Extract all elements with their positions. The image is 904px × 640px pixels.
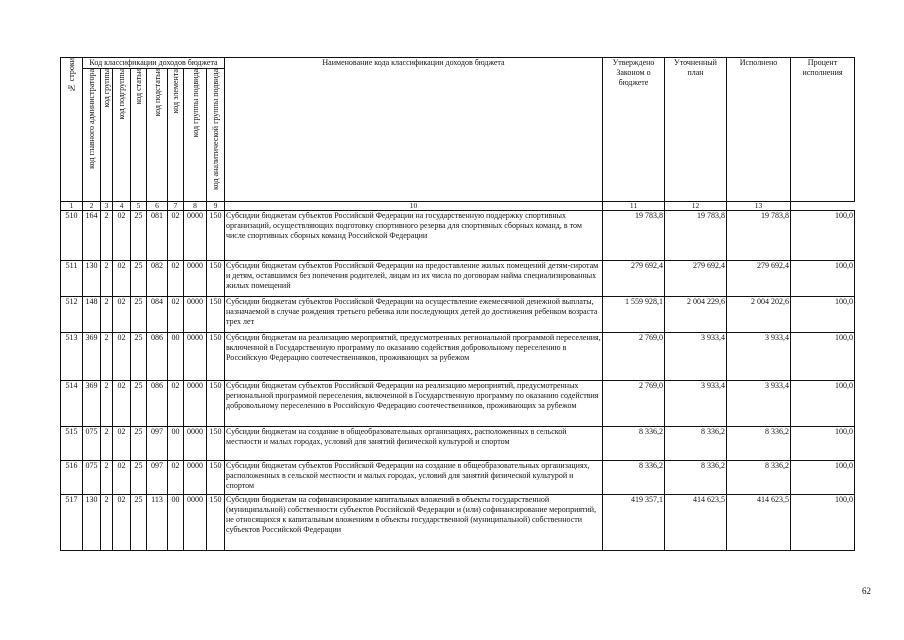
column-number: 4 bbox=[113, 202, 131, 211]
column-number: 3 bbox=[101, 202, 113, 211]
article-code: 25 bbox=[131, 211, 147, 261]
executed-amount: 2 004 202,6 bbox=[727, 297, 791, 333]
income-code-name: Субсидии бюджетам субъектов Российской Федерации на реализацию мероприятий, предусмотренных региональной программой переселения, включенной в Государственную программу по оказанию содействия добровольному переселению в Российскую Федерацию соотечественников, проживающих за рубежом bbox=[225, 381, 603, 427]
execution-percent: 100,0 bbox=[791, 381, 855, 427]
executed-amount: 8 336,2 bbox=[727, 461, 791, 495]
table-body bbox=[61, 211, 855, 551]
approved-amount: 8 336,2 bbox=[603, 427, 665, 461]
refined-amount: 19 783,8 bbox=[665, 211, 727, 261]
admin-code: 075 bbox=[83, 427, 101, 461]
approved-amount: 1 559 928,1 bbox=[603, 297, 665, 333]
article-code: 25 bbox=[131, 495, 147, 551]
row-number: 513 bbox=[61, 333, 83, 381]
subgroup-code: 02 bbox=[113, 381, 131, 427]
article-code: 25 bbox=[131, 427, 147, 461]
executed-amount: 3 933,4 bbox=[727, 333, 791, 381]
approved-amount: 419 357,1 bbox=[603, 495, 665, 551]
execution-percent: 100,0 bbox=[791, 211, 855, 261]
subkind-code: 0000 bbox=[184, 495, 207, 551]
element-code: 02 bbox=[168, 461, 184, 495]
analytic-code: 150 bbox=[207, 261, 225, 297]
column-number: 6 bbox=[147, 202, 168, 211]
refined-amount: 279 692,4 bbox=[665, 261, 727, 297]
approved-amount: 2 769,0 bbox=[603, 333, 665, 381]
admin-code: 369 bbox=[83, 381, 101, 427]
table-row bbox=[61, 211, 855, 261]
header-code-group: Код классификации доходов бюджета bbox=[83, 58, 225, 69]
article-code: 25 bbox=[131, 297, 147, 333]
subgroup-code: 02 bbox=[113, 297, 131, 333]
subkind-code: 0000 bbox=[184, 297, 207, 333]
analytic-code: 150 bbox=[207, 333, 225, 381]
header-approved: Утверждено Законом о бюджете bbox=[603, 58, 665, 202]
admin-code: 075 bbox=[83, 461, 101, 495]
admin-code: 130 bbox=[83, 495, 101, 551]
subgroup-code: 02 bbox=[113, 211, 131, 261]
column-number: 7 bbox=[168, 202, 184, 211]
column-number: 8 bbox=[184, 202, 207, 211]
substat-code: 086 bbox=[147, 381, 168, 427]
executed-amount: 279 692,4 bbox=[727, 261, 791, 297]
subkind-code: 0000 bbox=[184, 461, 207, 495]
column-number: 12 bbox=[665, 202, 727, 211]
execution-percent: 100,0 bbox=[791, 297, 855, 333]
income-code-name: Субсидии бюджетам субъектов Российской Федерации на предоставление жилых помещений детям-сиротам и детям, оставшимся без попечения родителей, лицам из их числа по договорам найма специализированных жилых помещений bbox=[225, 261, 603, 297]
admin-code: 164 bbox=[83, 211, 101, 261]
header-refined-plan: Уточненный план bbox=[665, 58, 727, 202]
subgroup-code: 02 bbox=[113, 461, 131, 495]
substat-code: 082 bbox=[147, 261, 168, 297]
article-code: 25 bbox=[131, 461, 147, 495]
group-code: 2 bbox=[101, 333, 113, 381]
substat-code: 084 bbox=[147, 297, 168, 333]
subkind-code: 0000 bbox=[184, 261, 207, 297]
header-percent: Процент исполнения bbox=[791, 58, 855, 202]
row-number: 515 bbox=[61, 427, 83, 461]
substat-code: 097 bbox=[147, 427, 168, 461]
substat-code: 081 bbox=[147, 211, 168, 261]
group-code: 2 bbox=[101, 495, 113, 551]
group-code: 2 bbox=[101, 381, 113, 427]
article-code: 25 bbox=[131, 261, 147, 297]
group-code: 2 bbox=[101, 211, 113, 261]
row-number: 512 bbox=[61, 297, 83, 333]
execution-percent: 100,0 bbox=[791, 333, 855, 381]
header-code-name: Наименование кода классификации доходов бюджета bbox=[225, 58, 603, 202]
row-number: 510 bbox=[61, 211, 83, 261]
refined-amount: 8 336,2 bbox=[665, 427, 727, 461]
element-code: 00 bbox=[168, 427, 184, 461]
executed-amount: 3 933,4 bbox=[727, 381, 791, 427]
header-code-element: код элемента bbox=[168, 69, 184, 202]
column-number: 11 bbox=[603, 202, 665, 211]
table-row bbox=[61, 461, 855, 495]
table-row bbox=[61, 333, 855, 381]
group-code: 2 bbox=[101, 297, 113, 333]
refined-amount: 414 623,5 bbox=[665, 495, 727, 551]
column-number: 1 bbox=[61, 202, 83, 211]
table-row bbox=[61, 381, 855, 427]
row-number: 517 bbox=[61, 495, 83, 551]
admin-code: 148 bbox=[83, 297, 101, 333]
article-code: 25 bbox=[131, 381, 147, 427]
row-number: 516 bbox=[61, 461, 83, 495]
column-number: 5 bbox=[131, 202, 147, 211]
substat-code: 097 bbox=[147, 461, 168, 495]
income-code-name: Субсидии бюджетам субъектов Российской Федерации на осуществление ежемесячной денежной выплаты, назначаемой в случае рождения третьего ребенка или последующих детей до достижения ребенком возраста трех лет bbox=[225, 297, 603, 333]
group-code: 2 bbox=[101, 461, 113, 495]
execution-percent: 100,0 bbox=[791, 495, 855, 551]
element-code: 02 bbox=[168, 261, 184, 297]
header-row-number: № строки bbox=[61, 58, 83, 202]
execution-percent: 100,0 bbox=[791, 261, 855, 297]
execution-percent: 100,0 bbox=[791, 461, 855, 495]
article-code: 25 bbox=[131, 333, 147, 381]
column-number-row bbox=[61, 202, 855, 211]
analytic-code: 150 bbox=[207, 211, 225, 261]
executed-amount: 8 336,2 bbox=[727, 427, 791, 461]
budget-income-table bbox=[60, 57, 855, 551]
subgroup-code: 02 bbox=[113, 427, 131, 461]
table-row bbox=[61, 427, 855, 461]
refined-amount: 2 004 229,6 bbox=[665, 297, 727, 333]
group-code: 2 bbox=[101, 427, 113, 461]
analytic-code: 150 bbox=[207, 495, 225, 551]
budget-table-sheet bbox=[60, 57, 855, 551]
header-executed: Исполнено bbox=[727, 58, 791, 202]
subgroup-code: 02 bbox=[113, 261, 131, 297]
approved-amount: 279 692,4 bbox=[603, 261, 665, 297]
subgroup-code: 02 bbox=[113, 495, 131, 551]
header-row-group bbox=[61, 58, 855, 69]
header-code-subgroup: код подгруппы bbox=[113, 69, 131, 202]
income-code-name: Субсидии бюджетам субъектов Российской Федерации на создание в общеобразовательных организациях, расположенных в сельской местности и малых городах, условий для занятий физической культурой и спортом bbox=[225, 461, 603, 495]
substat-code: 086 bbox=[147, 333, 168, 381]
header-code-group-col: код группы bbox=[101, 69, 113, 202]
element-code: 02 bbox=[168, 297, 184, 333]
refined-amount: 3 933,4 bbox=[665, 381, 727, 427]
header-code-analytic: код аналитической группы подвида bbox=[207, 69, 225, 202]
header-code-substat: код подстатьи bbox=[147, 69, 168, 202]
analytic-code: 150 bbox=[207, 381, 225, 427]
executed-amount: 19 783,8 bbox=[727, 211, 791, 261]
column-number: 9 bbox=[207, 202, 225, 211]
income-code-name: Субсидии бюджетам на софинансирование капитальных вложений в объекты государственной (муниципальной) собственности субъектов Российской Федерации и (или) софинансирование мероприятий, не относящихся к капитальным вложениям в объекты государственной (муниципальной) собственности субъектов Российской Федерации bbox=[225, 495, 603, 551]
income-code-name: Субсидии бюджетам на реализацию мероприятий, предусмотренных региональной программой переселения, включенной в Государственную программу по оказанию содействия добровольному переселению в Российскую Федерацию соотечественников, проживающих за рубежом bbox=[225, 333, 603, 381]
column-number: 10 bbox=[225, 202, 603, 211]
analytic-code: 150 bbox=[207, 297, 225, 333]
group-code: 2 bbox=[101, 261, 113, 297]
admin-code: 369 bbox=[83, 333, 101, 381]
income-code-name: Субсидии бюджетам субъектов Российской Федерации на государственную поддержку спортивных организаций, осуществляющих подготовку спортивного резерва для спортивных сборных команд, в том числе спортивных сборных команд Российской Федерации bbox=[225, 211, 603, 261]
execution-percent: 100,0 bbox=[791, 427, 855, 461]
element-code: 00 bbox=[168, 333, 184, 381]
approved-amount: 19 783,8 bbox=[603, 211, 665, 261]
subkind-code: 0000 bbox=[184, 381, 207, 427]
admin-code: 130 bbox=[83, 261, 101, 297]
approved-amount: 8 336,2 bbox=[603, 461, 665, 495]
subgroup-code: 02 bbox=[113, 333, 131, 381]
column-number: 13 bbox=[727, 202, 791, 211]
analytic-code: 150 bbox=[207, 427, 225, 461]
table-row bbox=[61, 297, 855, 333]
table-row bbox=[61, 495, 855, 551]
element-code: 00 bbox=[168, 495, 184, 551]
element-code: 02 bbox=[168, 381, 184, 427]
header-code-admin: код главного администратора bbox=[83, 69, 101, 202]
table-row bbox=[61, 261, 855, 297]
row-number: 511 bbox=[61, 261, 83, 297]
income-code-name: Субсидии бюджетам на создание в общеобразовательных организациях, расположенных в сельской местности и малых городах, условий для занятий физической культурой и спортом bbox=[225, 427, 603, 461]
row-number: 514 bbox=[61, 381, 83, 427]
element-code: 02 bbox=[168, 211, 184, 261]
page-number: 62 bbox=[862, 586, 871, 596]
header-code-subkind: код группы подвида bbox=[184, 69, 207, 202]
analytic-code: 150 bbox=[207, 461, 225, 495]
approved-amount: 2 769,0 bbox=[603, 381, 665, 427]
subkind-code: 0000 bbox=[184, 211, 207, 261]
column-number: 2 bbox=[83, 202, 101, 211]
subkind-code: 0000 bbox=[184, 427, 207, 461]
subkind-code: 0000 bbox=[184, 333, 207, 381]
header-code-article: код статьи bbox=[131, 69, 147, 202]
substat-code: 113 bbox=[147, 495, 168, 551]
refined-amount: 8 336,2 bbox=[665, 461, 727, 495]
refined-amount: 3 933,4 bbox=[665, 333, 727, 381]
executed-amount: 414 623,5 bbox=[727, 495, 791, 551]
